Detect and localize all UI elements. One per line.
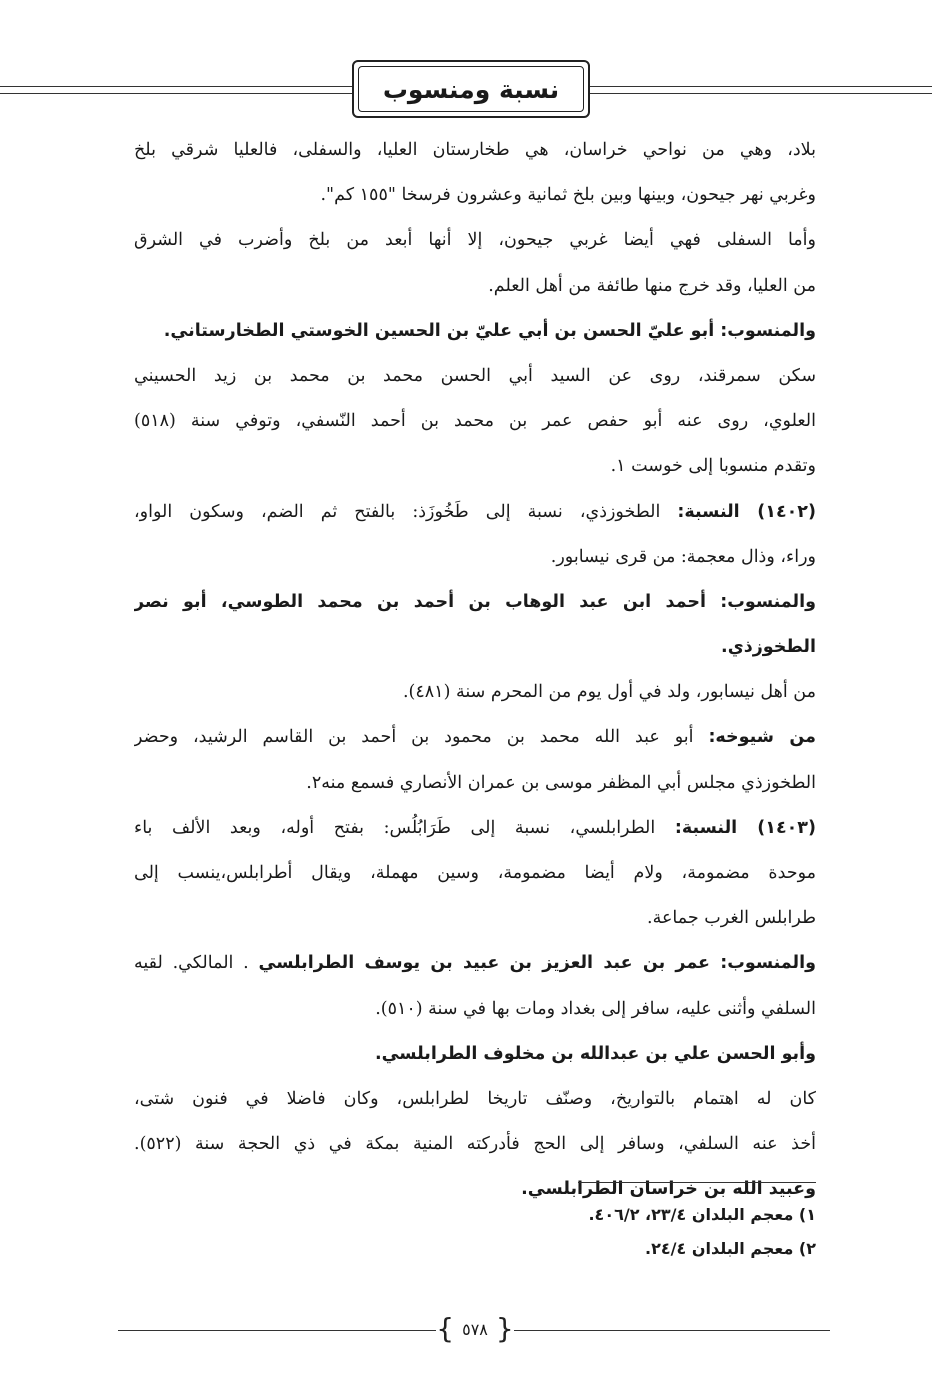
brace-left-icon: { <box>436 1312 455 1345</box>
text-run: وتقدم منسوبا إلى خوست ١. <box>610 456 816 477</box>
text-line <box>134 128 816 173</box>
text-run: العلوي، روى عنه أبو حفص عمر بن محمد بن أحمد النّسفي، وتوفي سنة (٥١٨) <box>134 411 816 432</box>
text-line <box>134 309 816 354</box>
text-run: الطخوزذي، نسبة إلى طَخُوزَذ: بالفتح ثم الضم، وسكون الواو، <box>134 501 678 522</box>
bold-text-run: (١٤٠٢) النسبة: <box>677 501 816 522</box>
page-number-frame <box>436 1312 514 1345</box>
text-run: موحدة مضمومة، ولام أيضا مضمومة، وسين مهملة، ويقال أطرابلس،ينسب إلى <box>134 863 816 883</box>
bold-text-run: من شيوخه: <box>708 727 816 748</box>
page-number-rule-right <box>514 1330 830 1331</box>
brace-right-icon: } <box>495 1312 514 1345</box>
text-line <box>134 715 816 760</box>
header-title-frame <box>352 60 590 118</box>
text-line <box>134 264 816 309</box>
text-line <box>134 941 816 986</box>
header-rule-right <box>590 86 932 87</box>
footnote-separator <box>578 1182 816 1183</box>
text-run: من أهل نيسابور، ولد في أول يوم من المحرم سنة (٤٨١). <box>402 682 816 703</box>
text-run: وراء، وذال معجمة: من قرى نيسابور. <box>550 546 816 567</box>
text-run: السلفي وأثنى عليه، سافر إلى بغداد ومات بها في سنة (٥١٠). <box>375 998 816 1019</box>
bold-text-run: وعبيد الله بن خراسان الطرابلسي. <box>521 1179 816 1200</box>
text-line <box>134 625 816 670</box>
text-line <box>134 851 816 896</box>
text-line <box>134 399 816 444</box>
page-number-rule-left <box>118 1330 436 1331</box>
text-run: طرابلس الغرب جماعة. <box>647 908 816 929</box>
text-line <box>134 1032 816 1077</box>
text-run: من العليا، وقد خرج منها طائفة من أهل العلم. <box>488 275 816 296</box>
footnotes <box>396 1198 816 1266</box>
text-run: وأما السفلى فهي أيضا غربي جيحون، إلا أنها أبعد من بلخ وأضرب في الشرق <box>134 230 816 251</box>
header-rule-right-2 <box>590 93 932 94</box>
text-run: سكن سمرقند، روى عن السيد أبي الحسن محمد بن محمد بن زيد الحسيني <box>134 365 816 386</box>
body-text <box>134 128 816 1213</box>
text-run: بلاد، وهي من نواحي خراسان، هي طخارستان العليا، والسفلى، فالعليا شرقي بلخ <box>134 140 816 160</box>
bold-text-run: الطخوزذي. <box>721 637 816 658</box>
text-line <box>134 806 816 851</box>
text-run: أخذ عنه السلفي، وسافر إلى الحج فأدركته المنية بمكة في ذي الحجة سنة (٥٢٢). <box>134 1134 816 1155</box>
text-run: الطرابلسي، نسبة إلى طَرَابُلُس: بفتح أوله، وبعد الألف باء <box>134 817 675 838</box>
text-line <box>134 1077 816 1122</box>
text-line <box>134 535 816 580</box>
text-line <box>134 761 816 806</box>
header-rule-left-2 <box>0 93 352 94</box>
text-run: . المالكي. لقيه <box>134 953 259 974</box>
text-line <box>134 580 816 625</box>
text-line <box>134 218 816 263</box>
text-line <box>134 354 816 399</box>
text-run: كان له اهتمام بالتواريخ، وصنّف تاريخا لطرابلس، وكان فاضلا في فنون شتى، <box>134 1088 816 1109</box>
bold-text-run: (١٤٠٣) النسبة: <box>674 817 816 838</box>
page-title: نسبة ومنسوب <box>382 74 560 104</box>
text-run: وغربي نهر جيحون، وبينها وبين بلخ ثمانية وعشرون فرسخا "١٥٥ كم". <box>320 185 816 206</box>
text-line <box>134 490 816 535</box>
text-line <box>134 1122 816 1167</box>
footnote-2: ٢) معجم البلدان ٢٤/٤. <box>645 1239 816 1258</box>
bold-text-run: وأبو الحسن علي بن عبدالله بن مخلوف الطرابلسي. <box>374 1043 816 1064</box>
text-line <box>134 896 816 941</box>
header-rule-left <box>0 86 352 87</box>
bold-text-run: والمنسوب: أحمد ابن عبد الوهاب بن أحمد بن محمد الطوسي، أبو نصر <box>134 591 816 612</box>
text-run: الطخوزذي مجلس أبي المظفر موسى بن عمران الأنصاري فسمع منه٢. <box>306 772 816 793</box>
page-number: ٥٧٨ <box>462 1319 488 1339</box>
bold-text-run: والمنسوب: عمر بن عبد العزيز بن عبيد بن يوسف الطرابلسي <box>258 953 816 974</box>
text-line <box>134 173 816 218</box>
text-line <box>134 444 816 489</box>
text-line <box>134 987 816 1032</box>
text-line <box>134 670 816 715</box>
text-run: أبو عبد الله محمد بن محمود بن أحمد بن القاسم الرشيد، وحضر <box>134 727 709 748</box>
bold-text-run: والمنسوب: أبو عليّ الحسن بن أبي عليّ بن الحسين الخوستي الطخارستاني. <box>163 320 816 341</box>
footnote-1: ١) معجم البلدان ٢٣/٤، ٤٠٦/٢. <box>588 1205 816 1224</box>
